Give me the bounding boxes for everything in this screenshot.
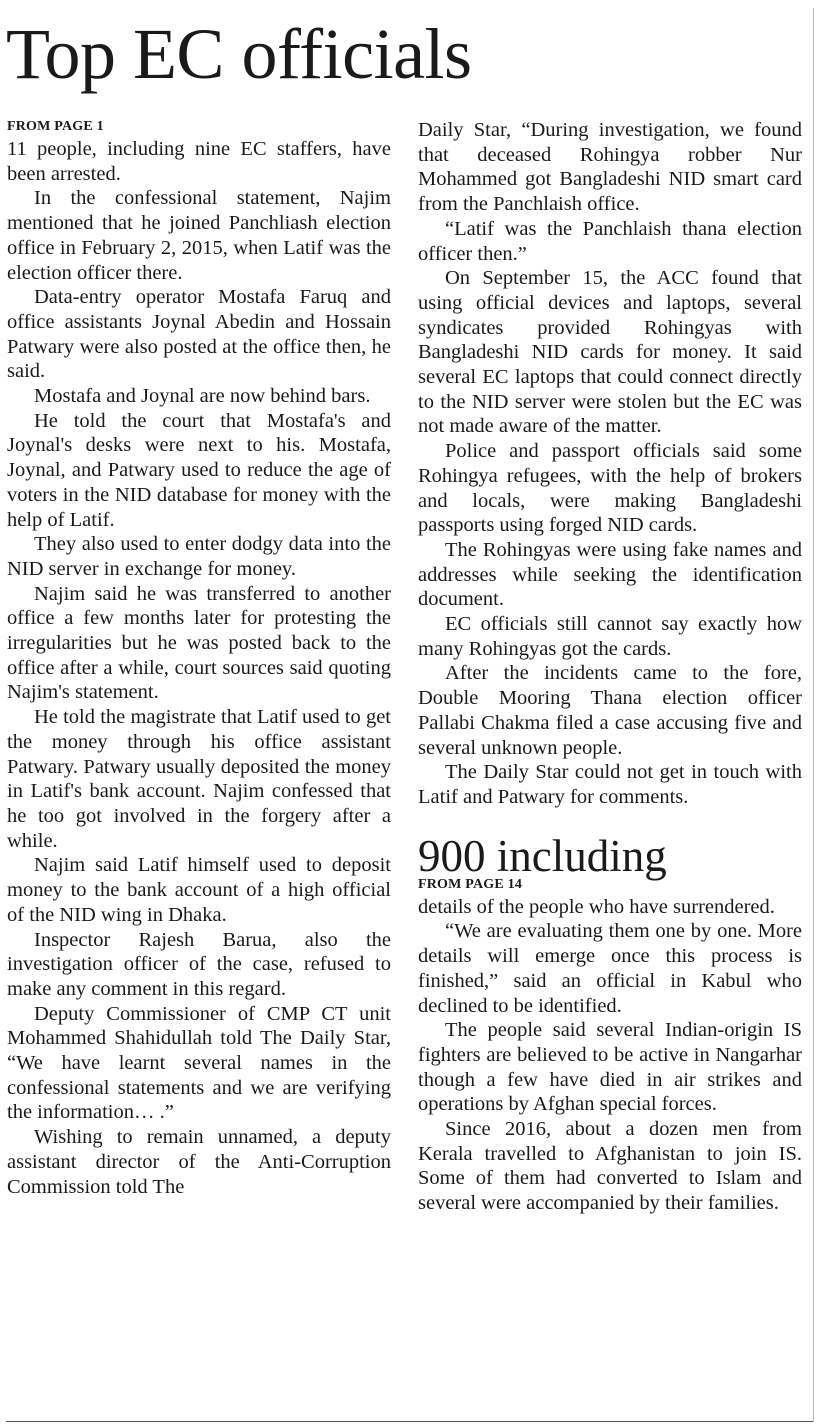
- second-article-kicker: FROM PAGE 14: [418, 876, 523, 892]
- column-divider: [813, 8, 814, 1422]
- paragraph: He told the magistrate that Latif used to get the money through his office assistant Patwary. Patwary usually deposited the money in Latif's bank account. Najim confessed that he too got involved in the forgery after a while.: [7, 706, 391, 852]
- paragraph: Mostafa and Joynal are now behind bars.: [34, 385, 371, 408]
- paragraph: Najim said Latif himself used to deposit money to the bank account of a high official of the NID wing in Dhaka.: [7, 854, 391, 926]
- paragraph: “Latif was the Panchlaish thana election officer then.”: [418, 217, 802, 265]
- paragraph: After the incidents came to the fore, Double Mooring Thana election officer Pallabi Chakma filed a case accusing five and several unknown people.: [418, 662, 802, 759]
- paragraph: Daily Star, “During investigation, we found that deceased Rohingya robber Nur Mohammed got Bangladeshi NID smart card from the Panchlaish office.: [418, 119, 802, 216]
- bottom-rule: [6, 1421, 813, 1422]
- paragraph: Wishing to remain unnamed, a deputy assistant director of the Anti-Corruption Commission told The: [7, 1126, 391, 1198]
- paragraph: Police and passport officials said some Rohingya refugees, with the help of brokers and locals, were making Bangladeshi passports using forged NID cards.: [418, 440, 802, 537]
- paragraph: He told the court that Mostafa's and Joynal's desks were next to his. Mostafa, Joynal, and Patwary used to reduce the age of voters in the NID database for money with the help of Latif.: [7, 409, 391, 531]
- right-column: [418, 118, 802, 1216]
- paragraph: Deputy Commissioner of CMP CT unit Mohammed Shahidullah told The Daily Star, “We have learnt several names in the confessional statements and we are verifying the information… .”: [7, 1002, 391, 1124]
- paragraph: They also used to enter dodgy data into the NID server in exchange for money.: [7, 533, 391, 580]
- second-article-headline: 900 including: [418, 830, 667, 881]
- paragraph: On September 15, the ACC found that using official devices and laptops, several syndicates provided Rohingyas with Bangladeshi NID cards for money. It said several EC laptops that could connect directly to the NID server were stolen but the EC was not made aware of the matter.: [418, 267, 802, 438]
- paragraph: “We are evaluating them one by one. More details will emerge once this process is finished,” said an official in Kabul who declined to be identified.: [418, 920, 802, 1017]
- continuation-kicker: FROM PAGE 1: [7, 119, 104, 134]
- paragraph: Inspector Rajesh Barua, also the investigation officer of the case, refused to make any comment in this regard.: [7, 928, 391, 1000]
- paragraph: The Rohingyas were using fake names and addresses while seeking the identification document.: [418, 538, 802, 611]
- paragraph: The Daily Star could not get in touch with Latif and Patwary for comments.: [418, 761, 802, 808]
- left-column: [7, 118, 391, 1199]
- paragraph: Since 2016, about a dozen men from Kerala travelled to Afghanistan to join IS. Some of them had converted to Islam and several were accompanied by their families.: [418, 1118, 802, 1215]
- paragraph: details of the people who have surrendered.: [418, 895, 775, 918]
- paragraph: The people said several Indian-origin IS fighters are believed to be active in Nangarhar though a few have died in air strikes and operations by Afghan special forces.: [418, 1019, 802, 1116]
- paragraph: 11 people, including nine EC staffers, have been arrested.: [7, 138, 391, 185]
- paragraph: EC officials still cannot say exactly how many Rohingyas got the cards.: [418, 613, 802, 660]
- paragraph: In the confessional statement, Najim mentioned that he joined Panchliash election office in February 2, 2015, when Latif was the election officer there.: [7, 187, 391, 284]
- paragraph: Najim said he was transferred to another office a few months later for protesting the irregularities but he was posted back to the office after a while, court sources said quoting Najim's statement.: [7, 582, 391, 704]
- article-headline: Top EC officials: [6, 14, 472, 94]
- paragraph: Data-entry operator Mostafa Faruq and office assistants Joynal Abedin and Hossain Patwary were also posted at the office then, he said.: [7, 286, 391, 383]
